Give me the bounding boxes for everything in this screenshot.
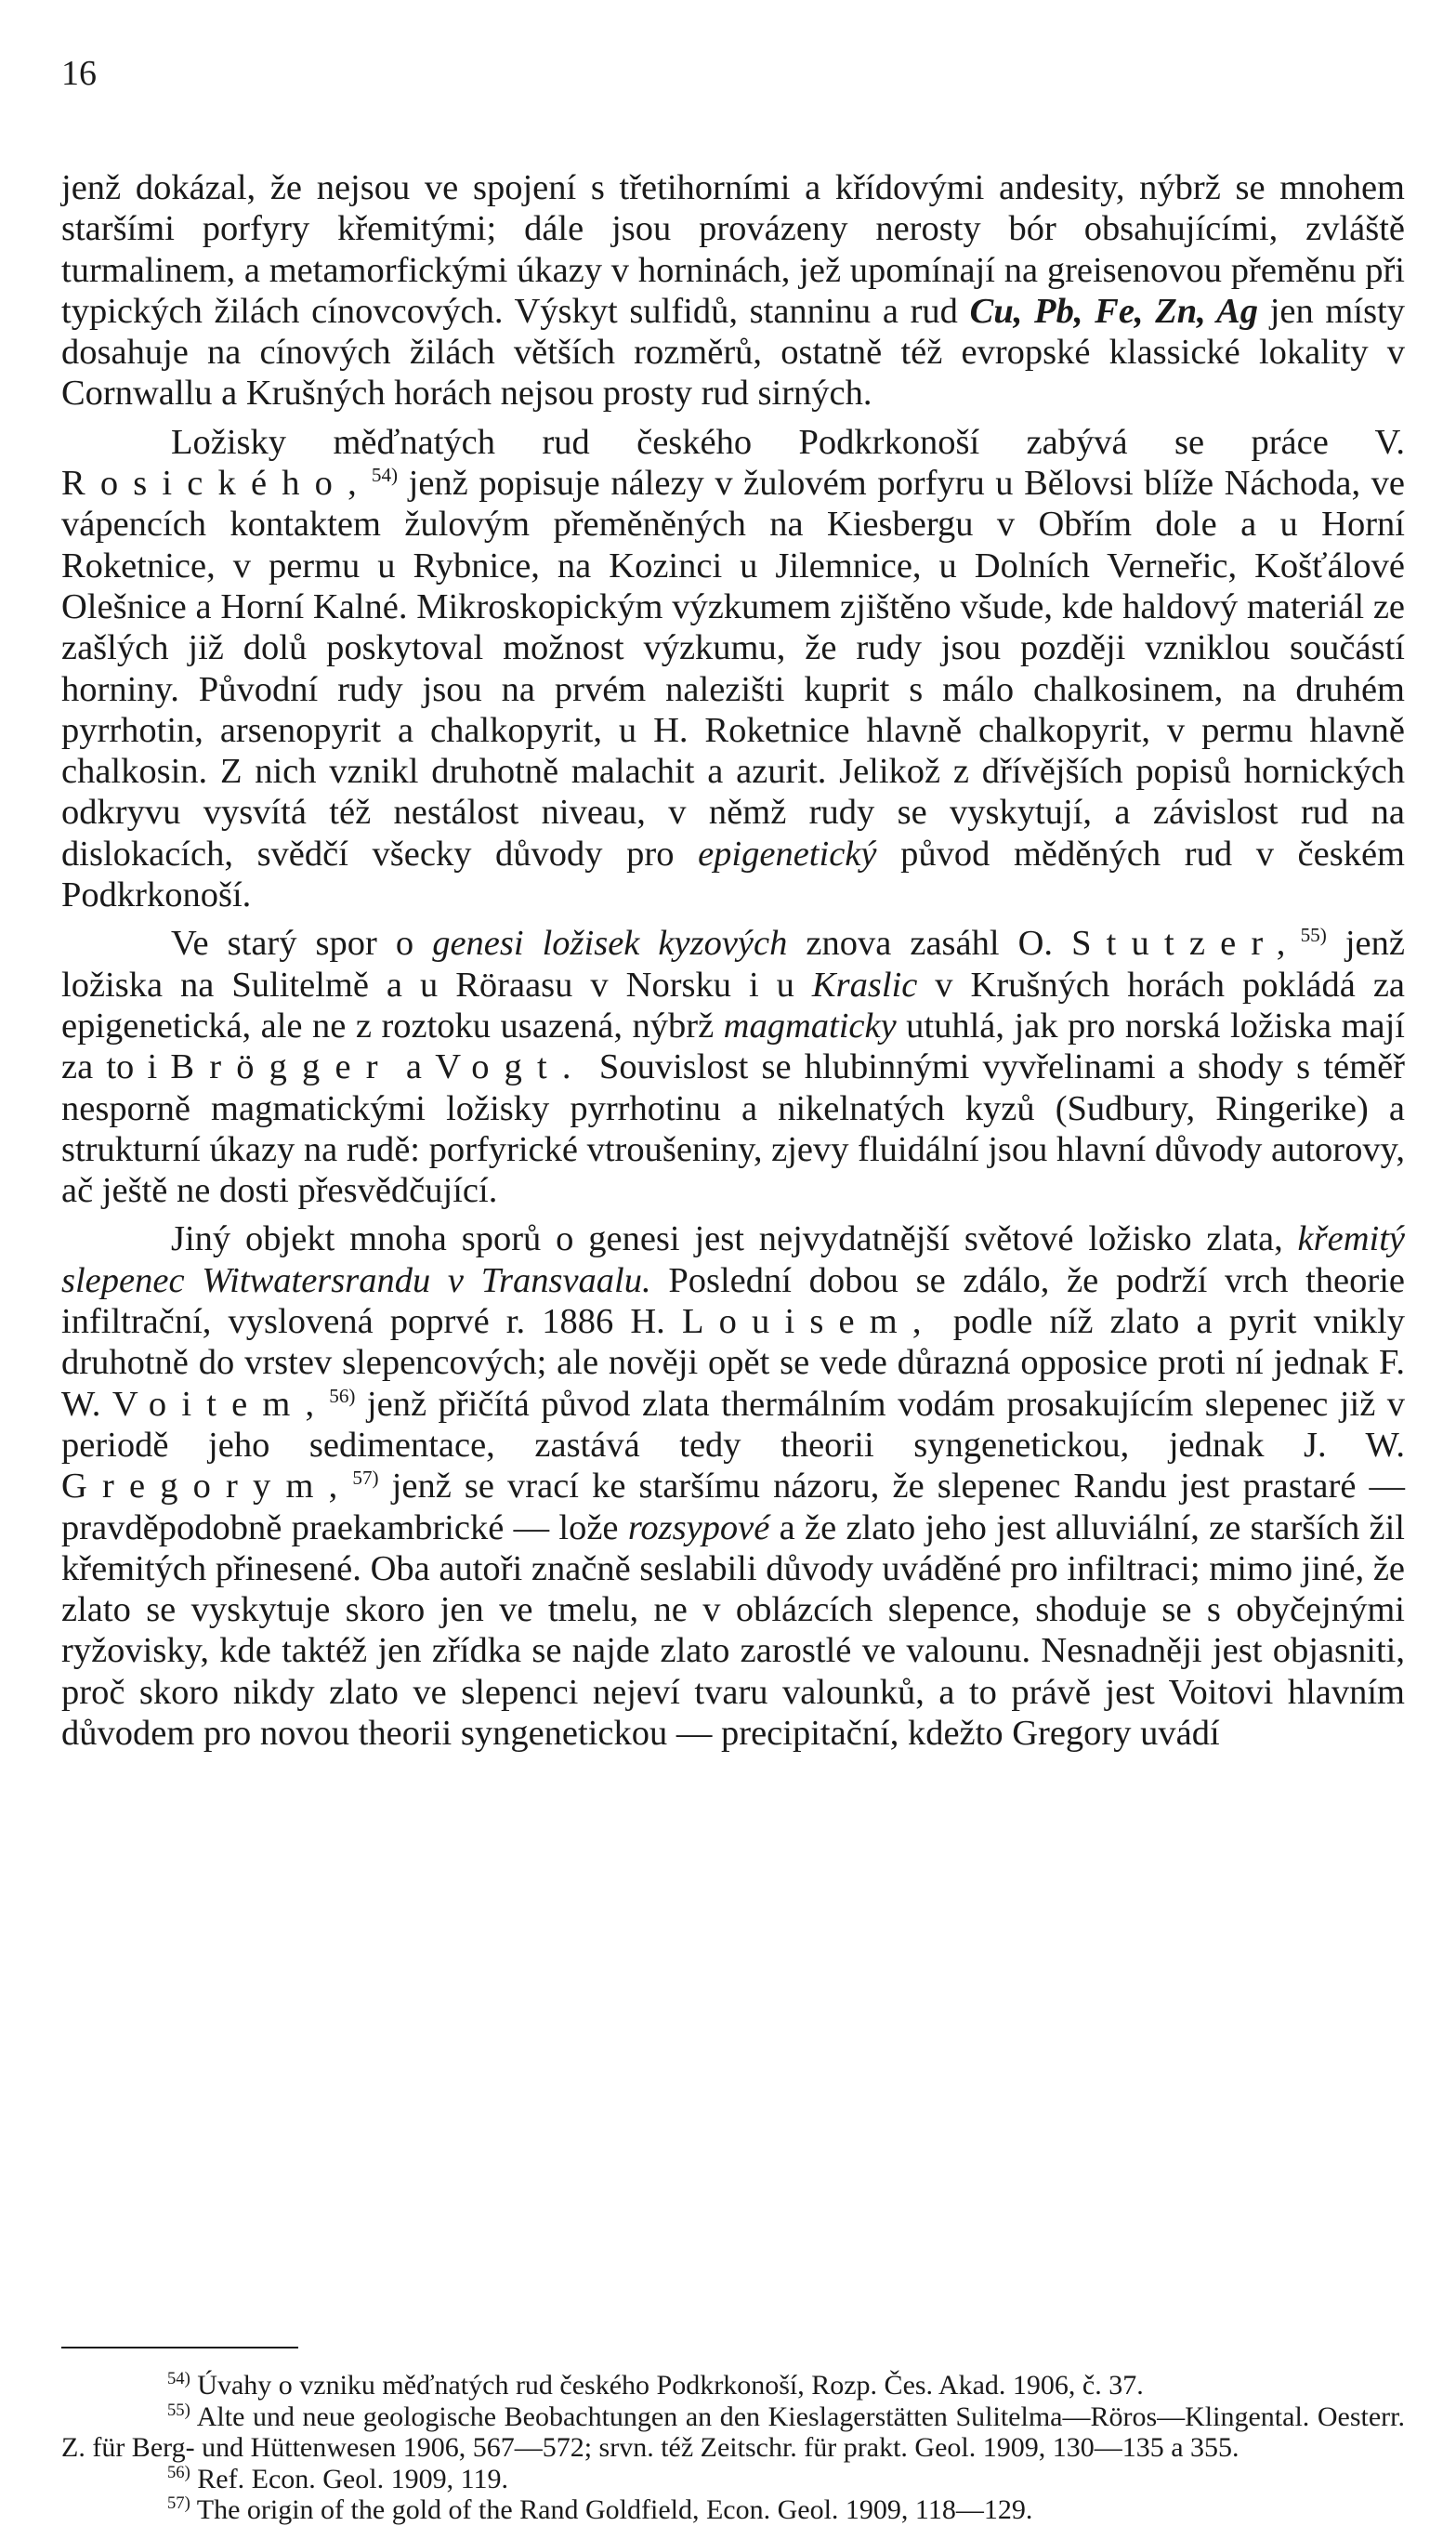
paragraph: [61, 923, 1405, 1211]
footnote: [61, 2401, 1405, 2464]
text-run: v Krušných horách pokládá za epigenetická, ale ne z roztoku usazená, nýbrž: [61, 965, 1406, 1046]
text-run: jen místy dosahuje na cínových žilách větších rozměrů, ostatně též evropské klassické lokality v Cornwallu a Krušných horách nejsou prosty rud sirných.: [61, 291, 1406, 414]
spaced-name: Louisem,: [681, 1302, 937, 1342]
footnote-number: 55): [167, 2400, 190, 2420]
footnote: [61, 2464, 1405, 2495]
spaced-name: Rosického,: [61, 464, 372, 504]
spaced-name: Stutzer,: [1071, 924, 1301, 964]
text-run: Poslední dobou se zdálo, že podrží vrch theorie infiltrační, vyslovená poprvé r. 1886 H.: [61, 1260, 1405, 1342]
footnote-ref: 54): [371, 464, 399, 487]
page-number: 16: [61, 54, 97, 93]
footnote-text: Alte und neue geologische Beobachtungen an den Kieslagerstätten Sulitelma—Röros—Klingental. Oesterr. Z. für Berg- und Hüttenwesen 1906, 567—572; srvn. též Zeitschr. für prakt. Geol. 1909, 130—135 a 355.: [61, 2401, 1405, 2463]
text-run: Jiný objekt mnoha sporů o genesi jest nejvydatnější světové ložisko zlata,: [171, 1219, 1298, 1259]
text-run: utuhlá, jak pro norská ložiska mají za to i: [61, 1006, 1405, 1087]
text-run: jenž se vrací ke staršímu názoru, že slepenec Randu jest prastaré — pravděpodobně praekambrické — lože: [61, 1467, 1405, 1547]
italic-text: křemitý slepenec Witwatersrandu v Transvaalu.: [61, 1219, 1405, 1300]
body-text: [61, 167, 1405, 1754]
text-run: původ měděných rud v českém Podkrkonoší.: [61, 834, 1405, 915]
footnote-ref: 56): [329, 1384, 356, 1407]
footnote: [61, 2494, 1405, 2526]
spaced-name: Voitem,: [111, 1384, 330, 1424]
spaced-name: Brögger: [170, 1047, 393, 1087]
footnote-text: Úvahy o vzniku měďnatých rud českého Podkrkonoší, Rozp. Čes. Akad. 1906, č. 37.: [190, 2370, 1144, 2401]
footnote: [61, 2370, 1405, 2401]
text-run: a že zlato jeho jest alluviální, ze starších žil křemitých přinesené. Oba autoři značně seslabili důvody uváděné pro infiltraci; mimo jiné, že zlato se vyskytuje skoro jen ve tmelu, ne v oblázcích slepence, shoduje se s obyčejnými ryžovisky, kde taktéž jen zřídka se najde zlato zarostlé ve valounu. Nesnadněji jest objasniti, proč skoro nikdy zlato ve slepenci nejeví tvaru valounků, a to právě jest Voitovi hlavním důvodem pro novou theorii syngenetickou — precipitační, kdežto Gregory uvádí: [61, 1507, 1405, 1753]
paragraph: [61, 422, 1405, 916]
footnote-ref: 55): [1300, 924, 1327, 947]
italic-text: rozsypové: [627, 1507, 770, 1547]
text-run: jenž popisuje nálezy v žulovém porfyru u Bělovsi blíže Náchoda, ve vápencích kontaktem žulovým přeměněných na Kiesbergu v Obřím dole a u Horní Roketnice, v permu u Rybnice, na Kozinci u Jilemnice, u Dolních Verneřic, Košťálové Olešnice a Horní Kalné. Mikroskopickým výzkumem zjištěno všude, kde haldový materiál ze zašlých již dolů poskytoval možnost výzkumu, že rudy jsou později vzniklou součástí horniny. Původní rudy jsou na prvém nalezišti kuprit s málo chalkosinem, na druhém pyrrhotin, arsenopyrit a chalkopyrit, u H. Roketnice hlavně chalkopyrit, v permu hlavně chalkosin. Z nich vznikl druhotně malachit a azurit. Jelikož z dřívějších popisů hornických odkryvu vysvítá též nestálost niveau, v němž rudy se vyskytují, a závislost rud na dislokacích, svědčí všecky důvody pro: [61, 464, 1405, 874]
italic-text: epigenetický: [698, 834, 877, 874]
text-run: jenž přičítá původ zlata thermálním vodám prosakujícím slepenec již v periodě jeho sedimentace, zastává tedy theorii syngenetickou, jednak J. W.: [61, 1384, 1405, 1465]
footnote-number: 57): [167, 2493, 190, 2513]
footnotes: [61, 2370, 1405, 2526]
footnote-divider: [61, 2347, 298, 2348]
spaced-name: Vogt.: [435, 1047, 586, 1087]
text-run: jenž ložiska na Sulitelmě a u Röraasu v Norsku i u: [61, 924, 1405, 1005]
text-run: Ložisky měďnatých rud českého Podkrkonoší zabývá se práce V.: [171, 422, 1405, 462]
footnote-text: Ref. Econ. Geol. 1909, 119.: [190, 2463, 508, 2494]
italic-text: magmaticky: [723, 1006, 897, 1046]
text-run: a: [392, 1047, 436, 1087]
text-run: jenž dokázal, že nejsou ve spojení s třetihorními a křídovými andesity, nýbrž se mnohem staršími porfyry křemitými; dále jsou provázeny nerosty bór obsahujícími, zvláště turmalinem, a metamorfickými úkazy v horninách, jež upomínají na greisenovou přeměnu při typických žilách cínovcových. Výskyt sulfidů, stanninu a rud: [61, 168, 1405, 331]
paragraph: [61, 167, 1405, 414]
text-run: podle níž zlato a pyrit vnikly druhotně do vrstev slepencových; ale nověji opět se vede důrazná opposice proti ní jednak F. W.: [61, 1302, 1405, 1424]
text-run: Ve starý spor o: [171, 924, 433, 964]
element-symbols: Cu, Pb, Fe, Zn, Ag: [969, 291, 1258, 331]
paragraph: [61, 1218, 1405, 1754]
italic-text: genesi ložisek kyzových: [432, 924, 788, 964]
footnote-ref: 57): [352, 1467, 379, 1490]
text-run: znova zasáhl O.: [787, 924, 1072, 964]
footnote-number: 54): [167, 2369, 190, 2388]
footnote-number: 56): [167, 2462, 190, 2482]
spaced-name: Gregorym,: [61, 1467, 353, 1506]
italic-text: Kraslic: [811, 965, 918, 1005]
footnote-text: The origin of the gold of the Rand Goldfield, Econ. Geol. 1909, 118—129.: [190, 2494, 1033, 2525]
text-run: Souvislost se hlubinnými vyvřelinami a shody s téměř nesporně magmatickými ložisky pyrrhotinu a nikelnatých kyzů (Sudbury, Ringerike) a strukturní úkazy na rudě: porfyrické vtroušeniny, zjevy fluidální jsou hlavní důvody autorovy, ač ještě ne dosti přesvědčující.: [61, 1047, 1405, 1211]
